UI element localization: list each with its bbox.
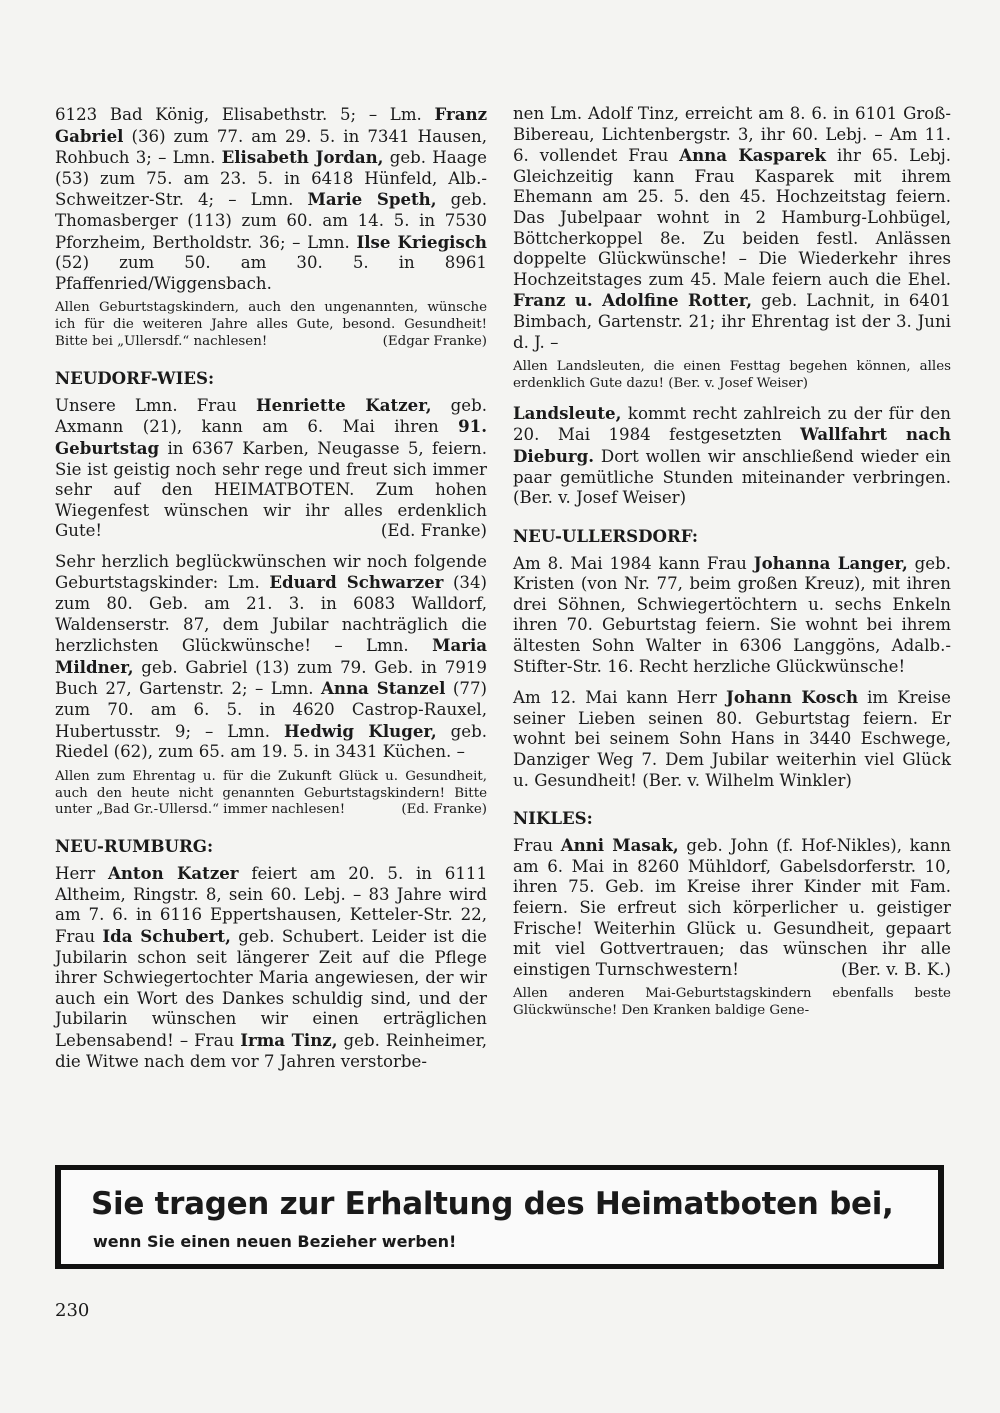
page-number: 230 [55, 1300, 90, 1321]
note-wishes-franke [55, 300, 487, 350]
signature: (Ber. v. B. K.) [841, 959, 951, 979]
bold-name: Landsleute, [513, 402, 622, 423]
bold-name: 91. Geburtstag [55, 416, 487, 458]
bold-name: Marie Speth, [307, 189, 437, 210]
note-wishes-ed-franke [55, 769, 487, 819]
note-text: Allen zum Ehrentag u. für die Zukunft Glück u. Gesundheit, auch den heute nicht genannten Geburtstagskindern! Bitte unter „Bad Gr.-Ullersd.“ immer nachlesen! [55, 768, 487, 818]
note-text: Allen Geburtstagskindern, auch den ungenannten, wünsche ich für die weiteren Jahre alles Gute, besond. Gesundheit! Bitte bei „Ullersdf.“ nachlesen! [55, 300, 487, 349]
bold-name: Johann Kosch [726, 687, 859, 708]
bold-name: Eduard Schwarzer [269, 572, 444, 593]
bold-name: Hedwig Kluger, [283, 720, 437, 741]
bold-name: Johanna Langer, [753, 552, 908, 573]
bold-name: Irma Tinz, [240, 1029, 338, 1050]
bold-name: Franz Gabriel [55, 104, 487, 146]
note-wishes-weiser: Allen Landsleuten, die einen Festtag begehen können, alles erdenklich Gute dazu! (Ber. v. Josef Weiser) [513, 359, 951, 391]
banner-title: Sie tragen zur Erhaltung des Heimatboten bei, [91, 1186, 894, 1222]
bold-name: Ida Schubert, [102, 926, 231, 946]
right-column [513, 104, 951, 1020]
section-heading-neu-rumburg: NEU-RUMBURG: [55, 836, 214, 857]
bold-name: Ilse Kriegisch [356, 231, 487, 252]
banner-subtitle: wenn Sie einen neuen Bezieher werben! [93, 1232, 457, 1251]
section-heading-neudorf-wies: NEUDORF-WIES: [55, 367, 215, 388]
paragraph-further-birthdays: Sehr herzlich beglückwünschen wir noch folgende Geburtstagskinder: Lm. Eduard Schwarzer (34) zum 80. Geb. am 21. 3. in 6083 Walldorf, Waldenserstr. 87, dem Jubilar nachträglich die herzlichsten Glückwünsche! – Lmn. Maria Mildner, geb. Gabriel (13) zum 79. Geb. in 7919 Buch 27, Gartenstr. 2; – Lmn. Anna Stanzel (77) zum 70. am 6. 5. in 4620 Castrop-Rauxel, Hubertusstr. 9; – Lmn. Hedwig Kluger, geb. Riedel (62), zum 65. am 19. 5. in 3431 Küchen. – [55, 551, 488, 762]
bold-name: Anni Masak, [560, 835, 679, 856]
subscription-banner [55, 1165, 944, 1269]
signature: (Edgar Franke) [382, 333, 487, 349]
paragraph-wallfahrt: Landsleute, kommt recht zahlreich zu der für den 20. Mai 1984 festgesetzten Wallfahrt nach Dieburg. Dort wollen wir anschließend wieder ein paar gemütliche Stunden miteinander verbringen. (Ber. v. Josef Weiser) [513, 402, 951, 508]
left-column [55, 104, 487, 1072]
bold-name: Henriette Katzer, [255, 394, 432, 415]
paragraph-birthdays-intro: 6123 Bad König, Elisabethstr. 5; – Lm. Franz Gabriel (36) zum 77. am 29. 5. in 7341 Hausen, Rohbuch 3; – Lmn. Elisabeth Jordan, geb. Haage (53) zum 75. am 23. 5. in 6418 Hünfeld, Alb.-Schweitzer-Str. 4; – Lmn. Marie Speth, geb. Thomasberger (113) zum 60. am 14. 5. in 7530 Pforzheim, Bertholdstr. 36; – Lmn. Ilse Kriegisch (52) zum 50. am 30. 5. in 8961 Pfaffenried/Wiggensbach. [55, 104, 487, 293]
signature: (Ed. Franke) [380, 521, 487, 541]
note-may-birthdays: Allen anderen Mai-Geburtstagskindern ebenfalls beste Glückwünsche! Den Kranken baldige Gene- [513, 986, 951, 1019]
paragraph-anni-masak [513, 835, 951, 980]
paragraph-johann-kosch: Am 12. Mai kann Herr Johann Kosch im Kreise seiner Lieben seinen 80. Geburtstag feiern. Er wohnt bei seinem Sohn Hans in 3440 Eschwege, Danziger Weg 7. Dem Jubilar weiterhin viel Glück u. Gesundheit! (Ber. v. Wilhelm Winkler) [513, 687, 952, 790]
bold-name: Anna Kasparek [679, 145, 827, 166]
paragraph-text: Frau Anni Masak, geb. John (f. Hof-Nikles), kann am 6. Mai in 8260 Mühldorf, Gabelsdorferstr. 10, ihren 75. Geb. im Kreise ihrer Kinder mit Fam. feiern. Sie erfreut sich körperlicher u. geistiger Frische! Weiterhin Glück u. Gesundheit, gepaart mit viel Gottvertrauen; das wünschen ihr alle einstigen Turnschwestern! [513, 835, 951, 979]
paragraph-johanna-langer: Am 8. Mai 1984 kann Frau Johanna Langer, geb. Kristen (von Nr. 77, beim großen Kreuz), mit ihren drei Söhnen, Schwiegertöchtern u. sechs Enkeln ihren 70. Geburtstag feiern. Sie wohnt bei ihrem ältesten Sohn Walter in 6306 Langgöns, Adalb.-Stifter-Str. 16. Recht herzliche Glückwünsche! [513, 552, 951, 676]
bold-name: Anna Stanzel [321, 678, 446, 699]
paragraph-henriette-katzer [55, 395, 487, 542]
paragraph-text: Unsere Lmn. Frau Henriette Katzer, geb. Axmann (21), kann am 6. Mai ihren 91. Geburtstag in 6367 Karben, Neugasse 5, feiern. Sie ist geistig noch sehr rege und freut sich immer sehr auf den HEIMATBOTEN. Zum hohen Wiegenfest wünschen wir ihr alles erdenklich Gute! [55, 394, 487, 541]
bold-name: Elisabeth Jordan, [221, 147, 384, 168]
signature: (Ed. Franke) [401, 802, 487, 818]
bold-name: Anton Katzer [107, 863, 239, 884]
bold-name: Franz u. Adolfine Rotter, [513, 290, 753, 311]
paragraph-anton-katzer: Herr Anton Katzer feiert am 20. 5. in 6111 Altheim, Ringstr. 8, sein 60. Lebj. – 83 Jahre wird am 7. 6. in 6116 Eppertshausen, Ketteler-Str. 22, Frau Ida Schubert, geb. Schubert. Leider ist die Jubilarin schon seit längerer Zeit auf die Pflege ihrer Schwiegertochter Maria angewiesen, der wir auch ein Wort des Dankes schuldig sind, und der Jubilarin wünschen wir einen erträglichen Lebensabend! – Frau Irma Tinz, geb. Reinheimer, die Witwe nach dem vor 7 Jahren verstorbe- [55, 863, 488, 1071]
bold-name: Maria Mildner, [55, 635, 487, 677]
paragraph-tinz-kasparek: nen Lm. Adolf Tinz, erreicht am 8. 6. in 6101 Groß-Bibereau, Lichtenbergstr. 3, ihr 60. Lebj. – Am 11. 6. vollendet Frau Anna Kasparek ihr 65. Lebj. Gleichzeitig kann Frau Kasparek mit ihrem Ehemann am 25. 5. den 45. Hochzeitstag feiern. Das Jubelpaar wohnt in 2 Hamburg-Lohbügel, Böttcherkoppel 8e. Zu beiden festl. Anlässen doppelte Glückwünsche! – Die Wiederkehr ihres Hochzeitstages zum 45. Male feiern auch die Ehel. Franz u. Adolfine Rotter, geb. Lachnit, in 6401 Bimbach, Gartenstr. 21; ihr Ehrentag ist der 3. Juni d. J. – [513, 104, 951, 352]
bold-name: Wallfahrt nach Dieburg. [513, 424, 951, 466]
section-heading-neu-ullersdorf: NEU-ULLERSDORF: [513, 525, 699, 546]
section-heading-nikles: NIKLES: [513, 808, 593, 829]
